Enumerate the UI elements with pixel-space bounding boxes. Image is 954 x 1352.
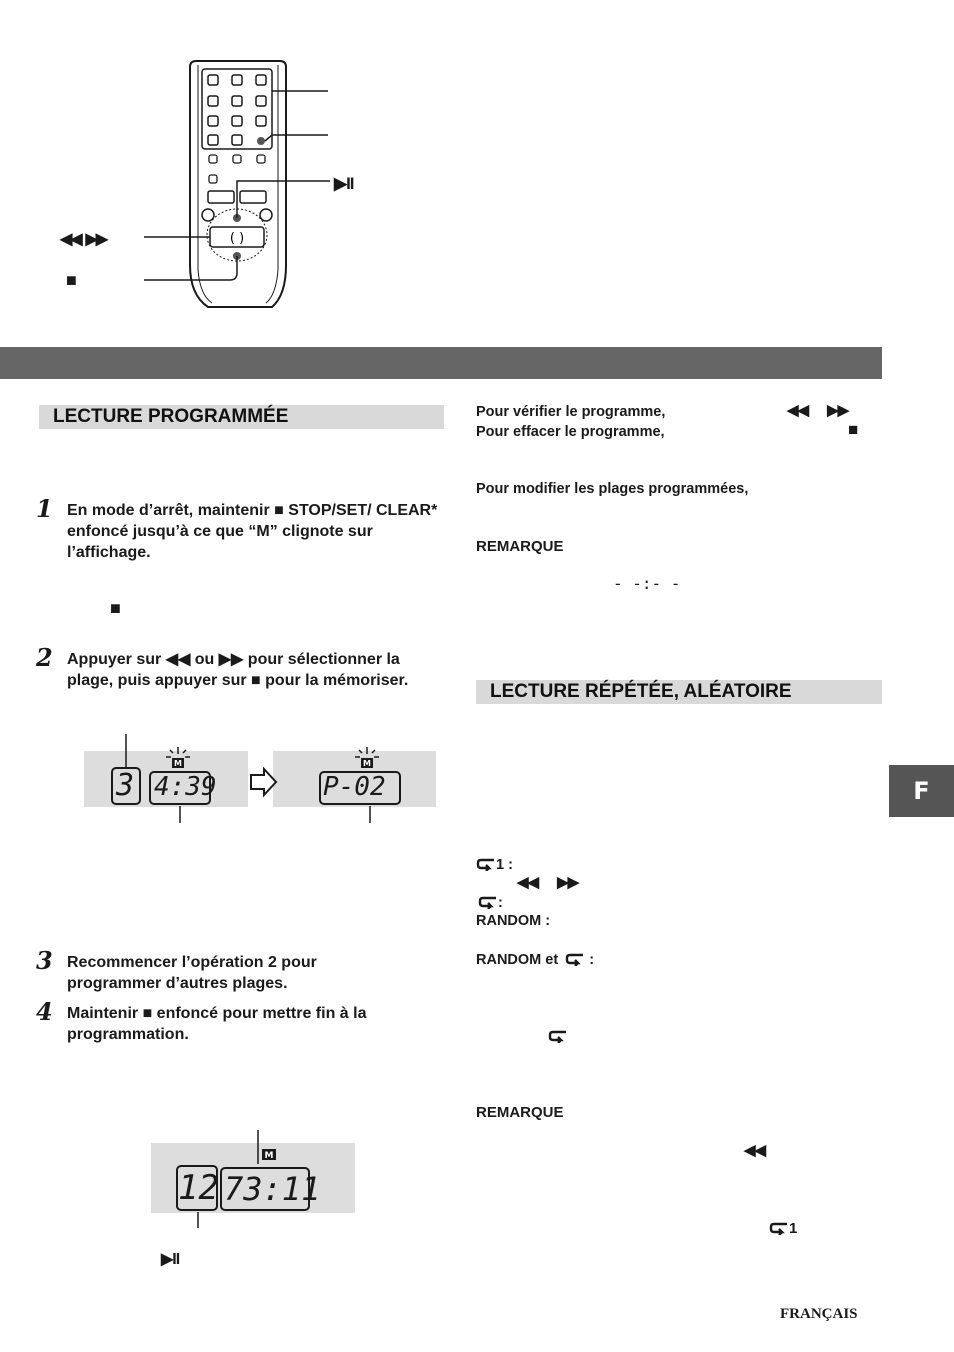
repeat1-symbols: ◀◀ ▶▶: [517, 874, 579, 891]
repeat1-row: [476, 855, 513, 875]
step-text-1: En mode d’arrêt, maintenir ■ STOP/SET/ CLEAR* enfoncé jusqu’à ce que “M” clignote sur l’affichage.: [67, 502, 438, 561]
step-text-4: Maintenir ■ enfoncé pour mettre fin à la programmation.: [67, 1005, 367, 1043]
rew-symbol: ◀◀: [744, 1142, 766, 1159]
svg-text:M: M: [174, 759, 182, 768]
footer-language: FRANÇAIS: [780, 1306, 858, 1322]
check-program-text: Pour vérifier le programme,: [476, 404, 666, 420]
repeat-icon: [565, 952, 585, 966]
stop-symbol: ■: [110, 598, 121, 618]
svg-text:M: M: [264, 1151, 274, 1161]
lcd-total-time: 73:11: [224, 1170, 321, 1208]
repeat-icon: [478, 895, 498, 909]
step-text-2: Appuyer sur ◀◀ ou ▶▶ pour sélectionner la plage, puis appuyer sur ■ pour la mémoriser.: [67, 651, 409, 689]
lcd-program-step: P-02: [323, 772, 386, 802]
repeat-all-row: [478, 893, 503, 913]
lcd-overlay-1: [84, 730, 444, 825]
step-number-3: 3: [36, 946, 53, 975]
clear-program-text: Pour effacer le programme,: [476, 424, 665, 440]
lcd-track-number: 3: [116, 768, 135, 803]
check-program-symbols: ◀◀ ▶▶: [787, 402, 849, 419]
repeat-icon: [769, 1221, 789, 1235]
modify-program-text: Pour modifier les plages programmées,: [476, 481, 749, 497]
repeat-icon: [548, 1029, 568, 1043]
rew-ff-label: ◀◀ ▶▶: [60, 231, 107, 248]
repeat1-tail: 1: [789, 1220, 798, 1237]
play-pause-label: ▶II: [334, 174, 354, 193]
remarque-heading-1: REMARQUE: [476, 538, 564, 555]
step-number-4: 4: [36, 997, 53, 1026]
lcd-total-tracks: 12: [178, 1168, 219, 1208]
repeat1-row-2: [769, 1219, 797, 1239]
play-pause-symbol: ▶II: [161, 1251, 180, 1268]
repeat-icon: [476, 857, 496, 871]
clear-program-symbol: ■: [848, 420, 859, 439]
stop-label: ■: [66, 270, 77, 290]
step-number-2: 2: [36, 643, 53, 672]
repeat1-label: 1 :: [496, 857, 513, 873]
random-repeat-colon: :: [589, 952, 595, 968]
random-repeat-label: RANDOM et: [476, 952, 559, 968]
step-text-3: Recommencer l’opération 2 pour programmer d’autres plages.: [67, 954, 317, 992]
random-label: RANDOM :: [476, 913, 551, 929]
repeat-all-label: :: [498, 895, 503, 911]
language-tab-f: F: [889, 765, 954, 817]
random-repeat-row: [476, 950, 594, 970]
section-header-bar: [0, 347, 882, 379]
step-number-1: 1: [36, 494, 53, 523]
remarque-heading-2: REMARQUE: [476, 1104, 564, 1121]
dash-display: - -:- -: [613, 574, 681, 593]
lcd-track-time: 4:39: [154, 772, 217, 802]
svg-text:M: M: [363, 759, 371, 768]
svg-text:( ): ( ): [229, 231, 245, 246]
section-title-lecture-programmee: LECTURE PROGRAMMÉE: [39, 405, 444, 429]
section-title-lecture-repetee: LECTURE RÉPÉTÉE, ALÉATOIRE: [476, 680, 882, 704]
